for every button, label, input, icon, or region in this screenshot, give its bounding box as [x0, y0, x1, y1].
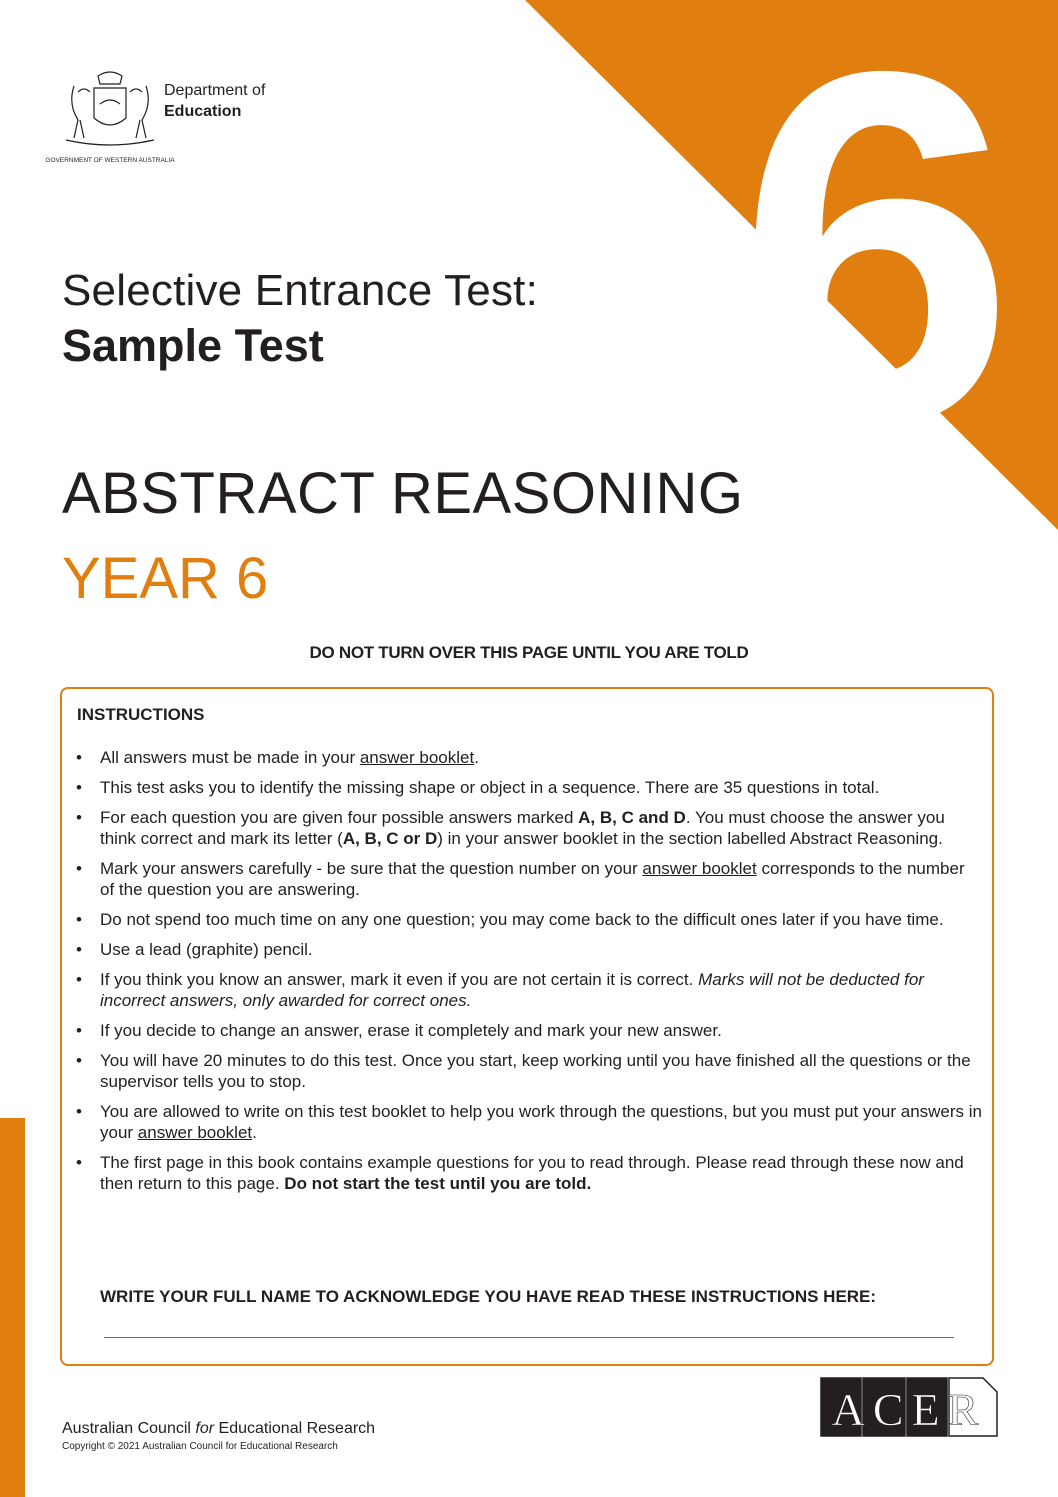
test-title: Sample Test — [62, 320, 324, 371]
instruction-item: • This test asks you to identify the missing shape or object in a sequence. There are 35 questions in total. — [76, 777, 982, 798]
instruction-item: • If you decide to change an answer, erase it completely and mark your new answer. — [76, 1020, 982, 1041]
wa-government-crest-icon — [45, 68, 175, 166]
instruction-item: • All answers must be made in your answer booklet. — [76, 747, 982, 768]
test-subject: ABSTRACT REASONING — [62, 461, 744, 526]
acer-logo — [820, 1377, 998, 1437]
instruction-item: • You are allowed to write on this test booklet to help you work through the questions, but you must put your answers in your answer booklet. — [76, 1101, 982, 1143]
acer-logo-text: ACER — [831, 1384, 987, 1435]
instruction-item: • For each question you are given four possible answers marked A, B, C and D. You must choose the answer you think correct and mark its letter (A, B, C or D) in your answer booklet in the section labelled Abstract Reasoning. — [76, 807, 982, 849]
department-line2: Education — [164, 103, 242, 120]
department-name — [164, 80, 265, 122]
instruction-item: • If you think you know an answer, mark it even if you are not certain it is correct. Marks will not be deducted for incorrect answers, only awarded for correct ones. — [76, 969, 982, 1011]
crest-caption: GOVERNMENT OF WESTERN AUSTRALIA — [45, 157, 175, 164]
instructions-heading: INSTRUCTIONS — [77, 705, 205, 724]
instruction-item: • Use a lead (graphite) pencil. — [76, 939, 982, 960]
org-name: Australian Council for Educational Research — [62, 1420, 376, 1437]
grade-numeral: 6 — [736, 0, 1015, 526]
test-subtitle: Selective Entrance Test: — [62, 266, 539, 315]
instruction-item: • Mark your answers carefully - be sure that the question number on your answer booklet corresponds to the number of the question you are answering. — [76, 858, 982, 900]
copyright-notice: Copyright © 2021 Australian Council for Educational Research — [62, 1441, 338, 1452]
full-name-line[interactable] — [104, 1337, 954, 1338]
instruction-item: • Do not spend too much time on any one question; you may come back to the difficult ones later if you have time. — [76, 909, 982, 930]
instructions-list — [76, 747, 982, 1203]
do-not-turn-warning: DO NOT TURN OVER THIS PAGE UNTIL YOU ARE TOLD — [309, 643, 749, 662]
left-accent-bar — [0, 1118, 25, 1497]
test-year: YEAR 6 — [62, 546, 269, 611]
acknowledge-prompt: WRITE YOUR FULL NAME TO ACKNOWLEDGE YOU HAVE READ THESE INSTRUCTIONS HERE: — [100, 1287, 877, 1306]
instruction-item: • The first page in this book contains example questions for you to read through. Please read through these now and then return to this page. Do not start the test until you are told. — [76, 1152, 982, 1194]
instructions-box — [60, 687, 994, 1366]
department-line1: Department of — [164, 82, 266, 99]
instruction-item: • You will have 20 minutes to do this test. Once you start, keep working until you have finished all the questions or the supervisor tells you to stop. — [76, 1050, 982, 1092]
